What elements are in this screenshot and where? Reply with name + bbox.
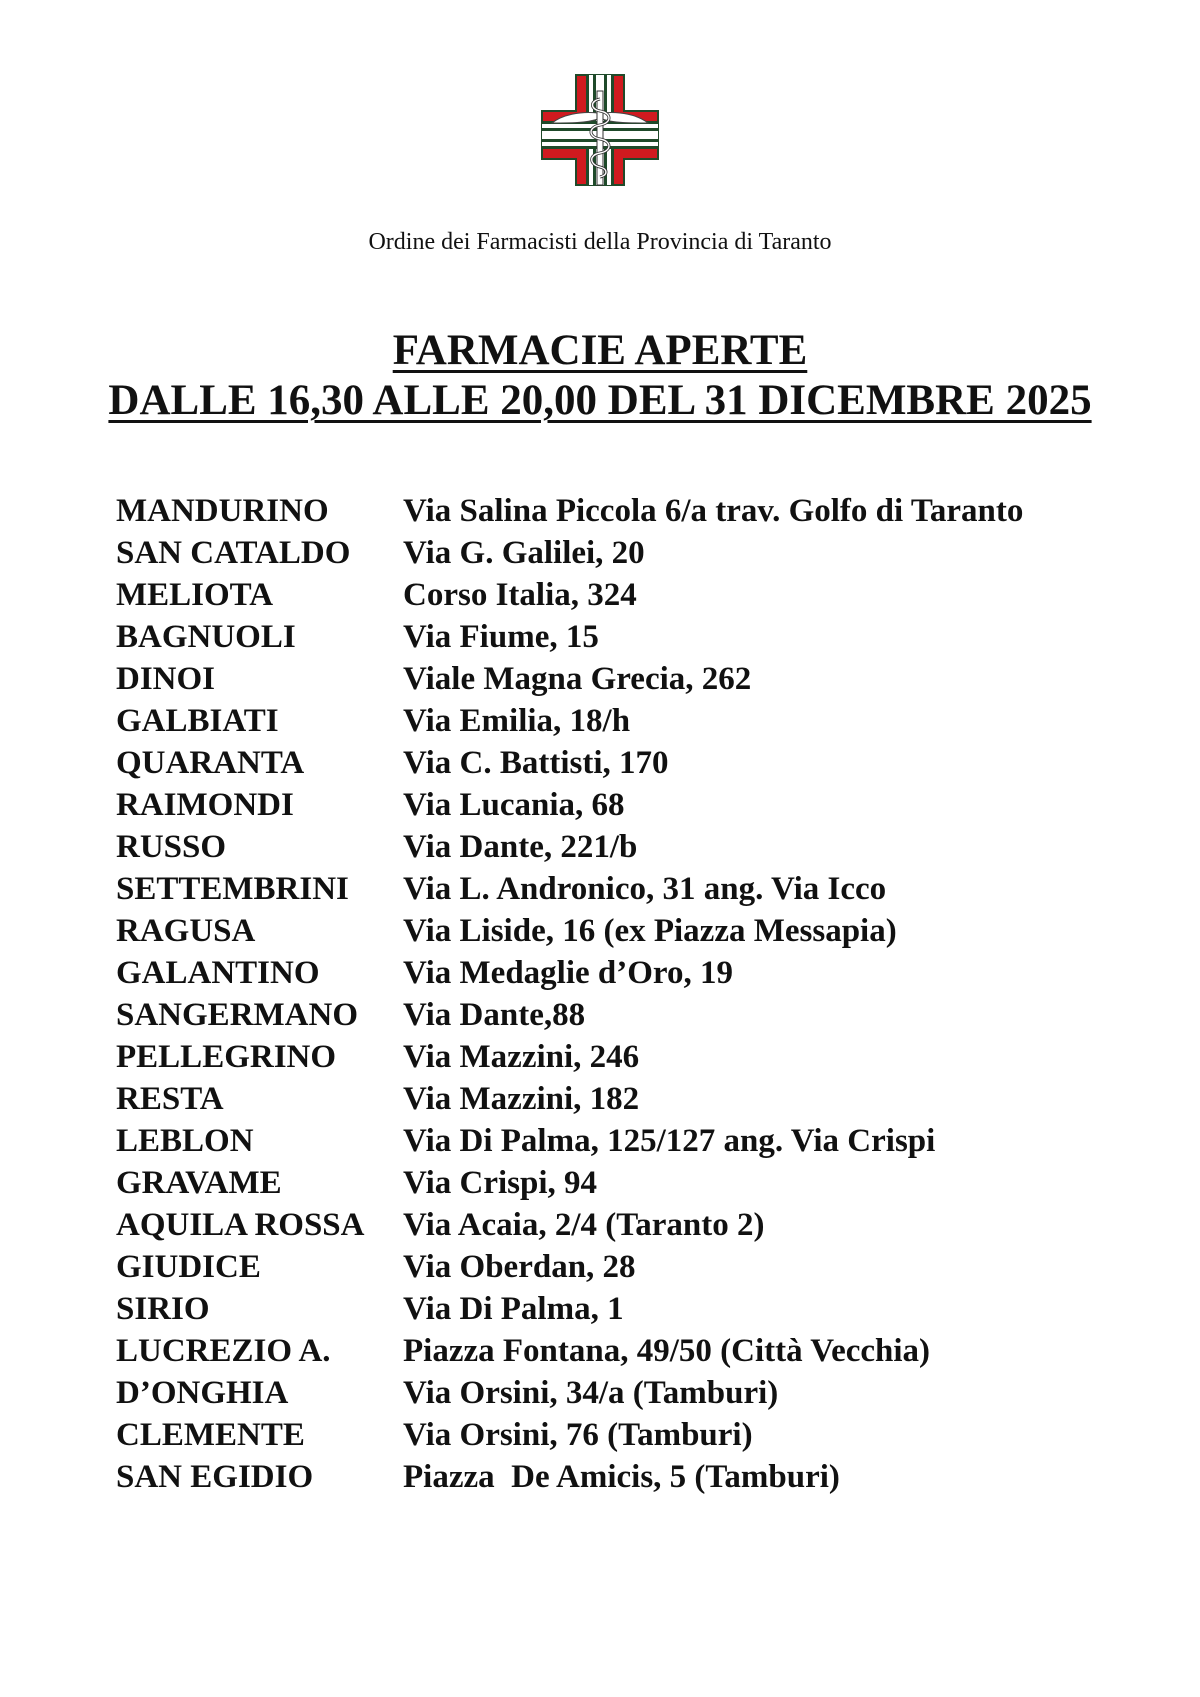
pharmacy-address: Via Di Palma, 1 xyxy=(403,1290,624,1327)
pharmacy-name: RUSSO xyxy=(116,828,227,865)
pharmacy-address: Via Acaia, 2/4 (Taranto 2) xyxy=(403,1206,765,1243)
pharmacy-address: Via Di Palma, 125/127 ang. Via Crispi xyxy=(403,1122,936,1159)
pharmacy-name: GALANTINO xyxy=(116,954,320,991)
pharmacy-row xyxy=(116,1330,1196,1372)
pharmacy-address: Via Orsini, 76 (Tamburi) xyxy=(403,1416,753,1453)
pharmacy-name: QUARANTA xyxy=(116,744,305,781)
pharmacy-name: LEBLON xyxy=(116,1122,254,1159)
pharmacy-row xyxy=(116,658,1196,700)
pharmacy-row xyxy=(116,1120,1196,1162)
pharmacy-row xyxy=(116,532,1196,574)
pharmacy-name: MANDURINO xyxy=(116,492,329,529)
pharmacy-address: Via Oberdan, 28 xyxy=(403,1248,636,1285)
pharmacy-row xyxy=(116,952,1196,994)
pharmacy-row xyxy=(116,1078,1196,1120)
pharmacy-name: GALBIATI xyxy=(116,702,279,739)
pharmacy-name: RAIMONDI xyxy=(116,786,294,823)
pharmacist-cross-logo xyxy=(540,73,660,187)
pharmacy-name: GRAVAME xyxy=(116,1164,282,1201)
pharmacy-row xyxy=(116,1036,1196,1078)
pharmacy-address: Via Dante, 221/b xyxy=(403,828,638,865)
pharmacy-row xyxy=(116,616,1196,658)
pharmacy-address: Corso Italia, 324 xyxy=(403,576,637,613)
pharmacy-row xyxy=(116,1162,1196,1204)
pharmacy-row xyxy=(116,1288,1196,1330)
pharmacy-row xyxy=(116,1414,1196,1456)
pharmacy-row xyxy=(116,1372,1196,1414)
pharmacy-address: Viale Magna Grecia, 262 xyxy=(403,660,752,697)
pharmacy-address: Via Crispi, 94 xyxy=(403,1164,598,1201)
pharmacy-address: Via G. Galilei, 20 xyxy=(403,534,645,571)
pharmacy-address: Via C. Battisti, 170 xyxy=(403,744,669,781)
pharmacy-address: Via Orsini, 34/a (Tamburi) xyxy=(403,1374,779,1411)
pharmacy-address: Piazza Fontana, 49/50 (Città Vecchia) xyxy=(403,1332,931,1369)
pharmacy-address: Via Liside, 16 (ex Piazza Messapia) xyxy=(403,912,897,949)
cross-caduceus-icon xyxy=(540,73,660,187)
pharmacy-name: PELLEGRINO xyxy=(116,1038,337,1075)
pharmacy-row xyxy=(116,868,1196,910)
pharmacy-list xyxy=(116,490,1196,1498)
pharmacy-name: D’ONGHIA xyxy=(116,1374,289,1411)
pharmacy-row xyxy=(116,1204,1196,1246)
pharmacy-row xyxy=(116,826,1196,868)
pharmacy-name: AQUILA ROSSA xyxy=(116,1206,365,1243)
pharmacy-address: Via Mazzini, 182 xyxy=(403,1080,640,1117)
pharmacy-row xyxy=(116,910,1196,952)
pharmacy-name: SAN CATALDO xyxy=(116,534,351,571)
pharmacy-name: BAGNUOLI xyxy=(116,618,296,655)
pharmacy-row xyxy=(116,784,1196,826)
pharmacy-row xyxy=(116,742,1196,784)
pharmacy-address: Via Lucania, 68 xyxy=(403,786,625,823)
pharmacy-name: GIUDICE xyxy=(116,1248,261,1285)
pharmacy-name: RAGUSA xyxy=(116,912,256,949)
pharmacy-name: DINOI xyxy=(116,660,216,697)
pharmacy-name: SETTEMBRINI xyxy=(116,870,349,907)
page-title xyxy=(0,326,1200,376)
title-line-1: FARMACIE APERTE xyxy=(392,327,808,374)
pharmacy-row xyxy=(116,490,1196,532)
pharmacy-name: MELIOTA xyxy=(116,576,274,613)
pharmacy-address: Via Emilia, 18/h xyxy=(403,702,631,739)
pharmacy-name: CLEMENTE xyxy=(116,1416,305,1453)
pharmacy-name: SANGERMANO xyxy=(116,996,359,1033)
pharmacy-address: Via Mazzini, 246 xyxy=(403,1038,640,1075)
pharmacy-row xyxy=(116,700,1196,742)
pharmacy-address: Via Salina Piccola 6/a trav. Golfo di Taranto xyxy=(403,492,1024,529)
pharmacy-row xyxy=(116,574,1196,616)
pharmacy-address: Via Fiume, 15 xyxy=(403,618,599,655)
pharmacy-address: Via Dante,88 xyxy=(403,996,586,1033)
pharmacy-row xyxy=(116,1246,1196,1288)
pharmacy-name: SAN EGIDIO xyxy=(116,1458,314,1495)
pharmacy-address: Via L. Andronico, 31 ang. Via Icco xyxy=(403,870,887,907)
page-subtitle-date xyxy=(0,376,1200,426)
title-line-2: DALLE 16,30 ALLE 20,00 DEL 31 DICEMBRE 2025 xyxy=(108,377,1092,424)
pharmacy-row xyxy=(116,994,1196,1036)
pharmacy-address: Via Medaglie d’Oro, 19 xyxy=(403,954,733,991)
pharmacy-row xyxy=(116,1456,1196,1498)
pharmacy-name: SIRIO xyxy=(116,1290,210,1327)
organization-name: Ordine dei Farmacisti della Provincia di Taranto xyxy=(368,229,832,255)
pharmacy-address: Piazza De Amicis, 5 (Tamburi) xyxy=(403,1458,840,1495)
pharmacy-name: RESTA xyxy=(116,1080,224,1117)
pharmacy-name: LUCREZIO A. xyxy=(116,1332,331,1369)
